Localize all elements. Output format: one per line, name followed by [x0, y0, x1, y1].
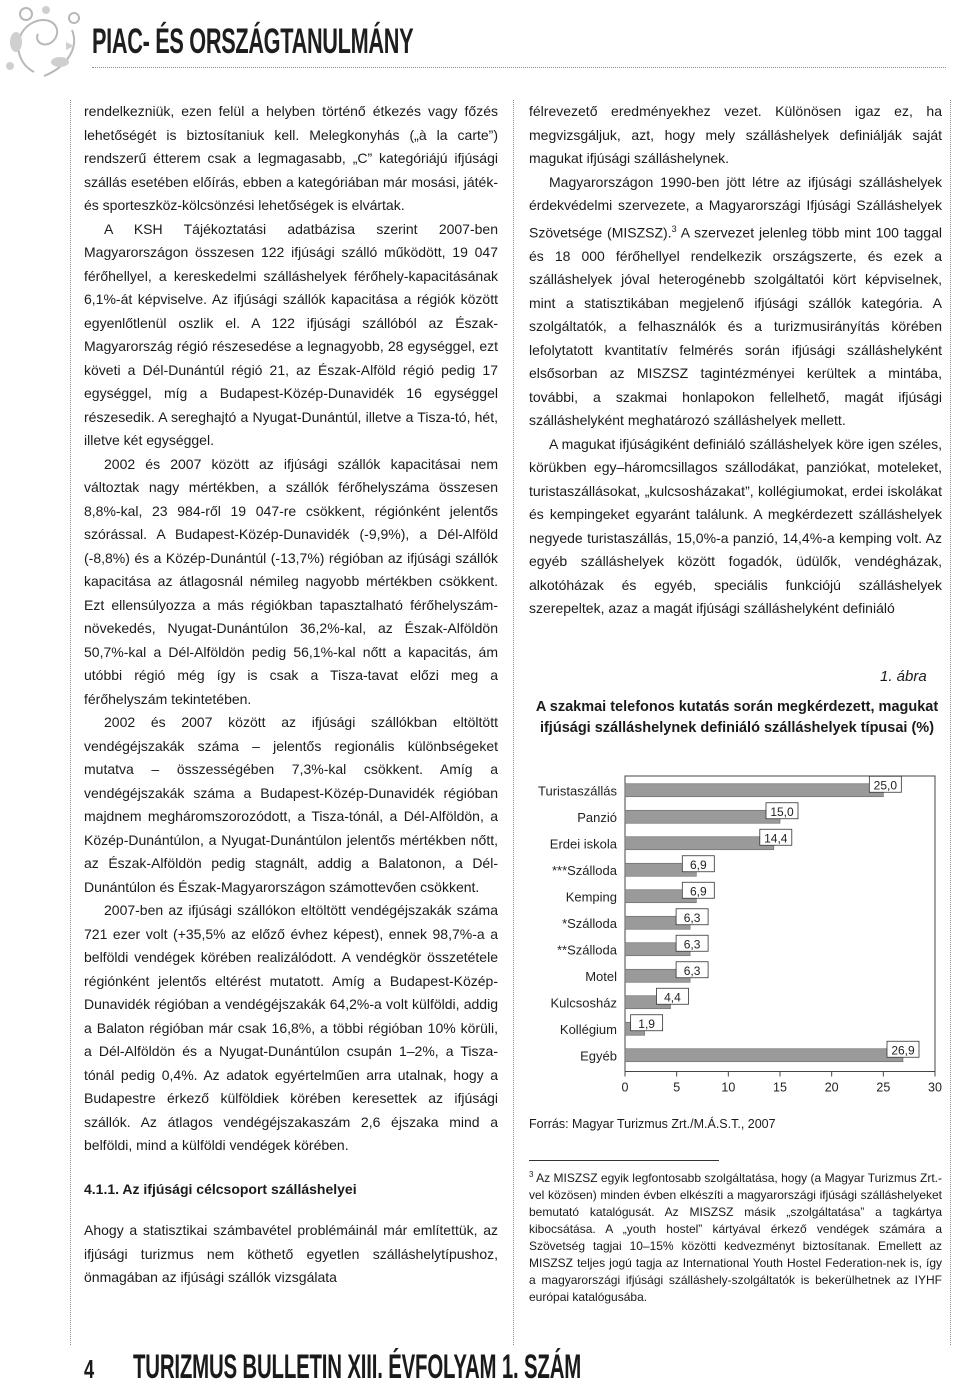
bar: [625, 1049, 903, 1062]
category-label: Kulcsosház: [550, 995, 617, 1011]
figure-title: A szakmai telefonos kutatás során megkérdezett, magukat ifjúsági szálláshelynek definiáló szálláshelyek típusai (%): [535, 699, 939, 736]
x-tick-label: 15: [773, 1080, 787, 1092]
x-tick-label: 30: [928, 1080, 942, 1092]
category-label: Egyéb: [580, 1048, 617, 1064]
figure-number: 1. ábra: [880, 668, 927, 685]
paragraph: A KSH Tájékoztatási adatbázisa szerint 2007-ben Magyarországon összesen 122 ifjúsági szálló működött, 19 047 férőhellyel, a kereskedelmi szálláshelyek férőhely-kapacitásának 6,1%-át képviselve. Az ifjúsági szállók kapacitása a régiók között egyenlőtlenül oszlik el. A 122 ifjúsági szállóból az Észak-Magyarország régió részesedése a legnagyobb, 28 egységgel, ezt követi a Dél-Dunántúl régió 21, az Észak-Alföld régió pedig 17 egységgel, míg a Budapest-Közép-Dunavidék 16 egységgel részesedik. A sereghajtó a Nyugat-Dunántúl, illetve a Tisza-tó, hét, illetve két egységgel.: [84, 220, 498, 448]
header-divider: [92, 67, 946, 68]
paragraph-text: Magyarországon 1990-ben jött létre az ifjúsági szálláshelyek érdekvédelmi szervezete, a Magyarországi Ifjúsági Szálláshelyek Szövetsége (MISZSZ).: [529, 173, 942, 241]
value-label: 6,3: [683, 910, 701, 925]
value-label: 15,0: [770, 804, 794, 819]
paragraph: Ahogy a statisztikai számbavétel problémáinál már említettük, az ifjúsági turizmus nem köthető egyetlen szálláshelytípushoz, önmagában az ifjúsági szállók vizsgálata: [84, 1222, 498, 1285]
paragraph-text: A szervezet jelenleg több mint 100 taggal és 18 000 férőhellyel rendelkezik országszerte, és ezek a szálláshelyek jóval heterogénebb szolgáltatói kört képviselnek, mint a statisztikában megjelenő ifjúsági szállók kategória. A szolgáltatók, a felhasználók és a turizmusirányítás körében lefolytatott kvantitatív felmérés során ifjúsági szálláshelyként elsősorban az MISZSZ tagintézményei kerültek a mintába, további, a szakmai honlapokon fellelhető, magát ifjúsági szálláshelyként meghatározó szálláshelyek mellett.: [529, 224, 942, 429]
value-label: 1,9: [638, 1016, 655, 1031]
value-label: 6,9: [689, 884, 707, 899]
category-label: ***Szálloda: [551, 862, 617, 878]
category-label: Turistaszállás: [538, 783, 617, 799]
figure-source: Forrás: Magyar Turizmus Zrt./M.Á.S.T., 2007: [529, 1117, 776, 1131]
paragraph: félrevezető eredményekhez vezet. Különösen igaz ez, ha megvizsgáljuk, azt, hogy mely szálláshelyek definiálják saját magukat ifjúsági szálláshelynek.: [529, 103, 942, 166]
x-tick-label: 0: [621, 1080, 629, 1092]
folk-ornament-icon: [4, 2, 88, 80]
page-header: [0, 0, 960, 80]
value-label: 4,4: [664, 990, 681, 1005]
value-label: 6,3: [683, 963, 701, 978]
category-label: Kemping: [565, 889, 617, 905]
x-tick-label: 5: [673, 1080, 681, 1092]
category-label: Panzió: [577, 809, 617, 825]
subheading: 4.1.1. Az ifjúsági célcsoport szálláshelyei: [84, 1180, 357, 1197]
paragraph: A magukat ifjúságiként definiáló szálláshelyek köre igen széles, körükben egy–háromcsillagos szállodákat, panziókat, moteleket, turistaszállásokat, „kulcsosházakat”, kollégiumokat, erdei iskolákat és kempingeket egyaránt találunk. A megkérdezett szálláshelyek negyede turistaszállás, 15,0%-a panzió, 14,4%-a kemping volt. Az egyéb szálláshelyek között fogadók, üdülők, vendégházak, alkotóházak és egyéb, speciális funkciójú szálláshelyek szerepeltek, azaz a magát ifjúsági szálláshelyként definiáló: [529, 435, 942, 617]
page-number: 4: [84, 1354, 95, 1384]
category-label: **Szálloda: [557, 942, 617, 958]
paragraph: 2002 és 2007 között az ifjúsági szállók kapacitásai nem változtak nagy mértékben, a szállók férőhelyszáma összesen 8,8%-kal, 23 984-ről 19 047-re csökkent, régiónként jelentős szórással. A Budapest-Közép-Dunavidék (-9,9%), a Dél-Alföld (-8,8%) és a Közép-Dunántúl (-13,7%) régióban az ifjúsági szállók kapacitása az átlagosnál némileg nagyobb mértékben csökkent. Ezt ellensúlyozza a más régiókban tapasztalható férőhelyszám-növekedés, Nyugat-Dunántúlon 36,2%-kal, az Észak-Alföldön 50,7%-kal a Dél-Alföldön pedig 56,1%-kal nőtt a kapacitás, ám utóbbi régió még így is csak a Tisza-tavat előzi meg a férőhelyszám tekintetében.: [84, 455, 498, 707]
right-column: [529, 100, 942, 621]
publication-title: TURIZMUS BULLETIN XIII. ÉVFOLYAM 1. SZÁM: [133, 1348, 582, 1386]
bar: [625, 810, 780, 823]
footnote-divider: [529, 1160, 719, 1161]
left-column: [84, 100, 498, 1290]
right-margin-divider: [950, 100, 951, 1345]
footnote-reference: 3: [671, 223, 677, 234]
value-label: 26,9: [891, 1043, 915, 1058]
bar: [625, 837, 774, 850]
bar: [625, 784, 883, 797]
x-tick-label: 25: [876, 1080, 891, 1092]
section-title: PIAC- ÉS ORSZÁGTANULMÁNY: [92, 22, 414, 61]
bar-chart: [525, 772, 945, 1092]
category-label: Erdei iskola: [549, 836, 617, 852]
paragraph: rendelkezniük, ezen felül a helyben történő étkezés vagy főzés lehetőségét is biztosítaniuk kell. Melegkonyhás („à la carte”) rendszerű étterem csak a legmagasabb, „C” kategóriájú ifjúsági szállás esetében előírás, ebben a kategóriában már mosási, játék- és sporteszköz-kölcsönzési lehetőségek is elvártak.: [84, 103, 498, 213]
value-label: 25,0: [873, 778, 898, 793]
value-label: 6,3: [683, 937, 701, 952]
category-label: Motel: [585, 968, 617, 984]
footnote: [529, 1166, 942, 1306]
left-margin-divider: [70, 100, 71, 1345]
x-tick-label: 20: [824, 1080, 839, 1092]
x-tick-label: 10: [721, 1080, 736, 1092]
paragraph: 2002 és 2007 között az ifjúsági szállókban eltöltött vendégéjszakák száma – jelentős regionális különbségeket mutatva – összességében 7,3%-kal csökkent. Amíg a vendégéjszakák száma a Budapest-Közép-Dunavidék régióban majdnem megháromszorozódott, a Tisza-tónál, a Dél-Alföldön, a Közép-Dunántúlon, a Nyugat-Dunántúlon jelentős mértékben nőtt, az Észak-Alföldön pedig stagnált, addig a Balatonon, a Dél-Dunántúlon és Észak-Magyarországon számottevően csökkent.: [84, 714, 498, 895]
value-label: 6,9: [689, 857, 707, 872]
paragraph: [529, 171, 942, 433]
column-divider: [513, 100, 514, 1345]
footnote-text: Az MISZSZ egyik legfontosabb szolgáltatása, hogy (a Magyar Turizmus Zrt.-vel közösen) minden évben elkészíti a magyarországi ifjúsági szálláshelyeket bemutató katalógusát. Az MISZSZ másik „szolgáltatása” a tagkártya kibocsátása. A „youth hostel” kártyával érkező vendégek számára a Szövetség tagjai 10–15% közötti kedvezményt biztosítanak. Emellett az MISZSZ teljes jogú tagja az International Youth Hostel Federation-nek is, így a magyarországi ifjúsági szálláshely-szolgáltatók is bekerülhetnek az IYHF európai katalógusába.: [529, 1171, 942, 1304]
category-label: Kollégium: [559, 1021, 617, 1037]
footnote-marker: 3: [529, 1170, 534, 1179]
paragraph: 2007-ben az ifjúsági szállókon eltöltött vendégéjszakák száma 721 ezer volt (+35,5% az előző évhez képest), ennek 98,7%-a a belföldi vendégek körében realizálódott. A vendégkör összetétele régiónként jelentős eltérést mutatott. Amíg a Budapest-Közép-Dunavidék régióban a vendégéjszakák 64,2%-a volt külföldi, addig a Balaton régióban már csak 16,8%, a többi régióban 10% körüli, a Dél-Alföldön és a Nyugat-Dunántúlon csupán 1–2%, a Tisza-tónál pedig 0,4%. Az adatok egyértelműen arra utalnak, hogy a Budapestre érkező külföldiek körében keresettek az ifjúsági szállók. Az átlagos vendégéjszakaszám 2,6 éjszaka mind a belföldi, mind a külföldi vendégek körében.: [84, 902, 498, 1153]
value-label: 14,4: [764, 831, 788, 846]
category-label: *Szálloda: [562, 915, 617, 931]
